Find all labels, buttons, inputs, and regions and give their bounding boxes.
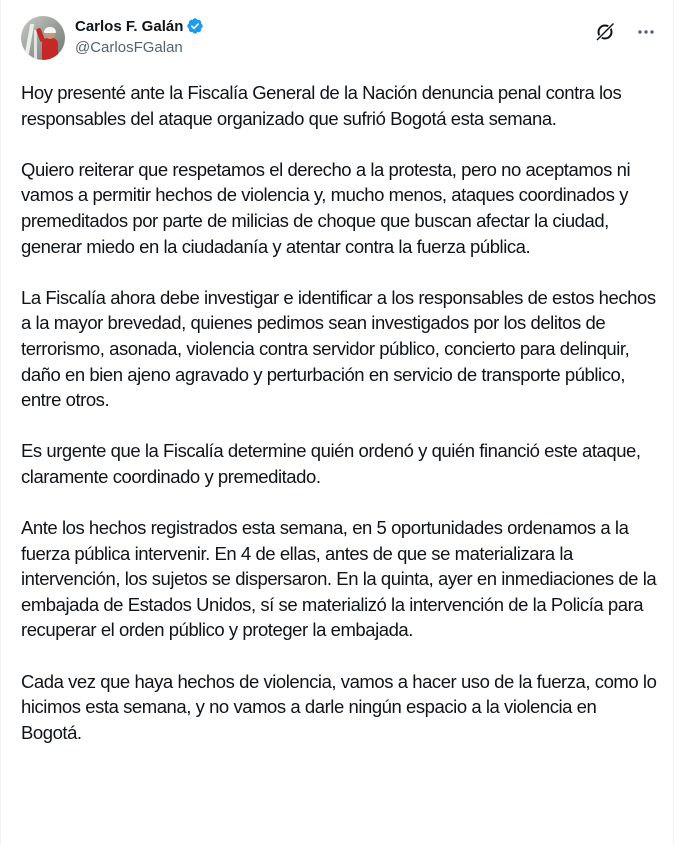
post-header [21, 16, 657, 64]
avatar-photo-detail [42, 38, 58, 60]
author-name-row [75, 17, 204, 35]
post-paragraph: Hoy presenté ante la Fiscalía General de la Nación denuncia penal contra los responsables del ataque organizado que sufrió Bogotá esta semana. [21, 82, 622, 129]
verified-badge-icon [186, 17, 204, 35]
avatar-photo-detail [34, 30, 37, 60]
post-paragraph: Quiero reiterar que respetamos el derecho a la protesta, pero no aceptamos ni vamos a permitir hechos de violencia y, mucho menos, ataques coordinados y premeditados por parte de milicias de choque que buscan afectar la ciudad, generar miedo en la ciudadanía y atentar contra la fuerza pública. [21, 158, 631, 257]
more-options-icon[interactable] [635, 21, 657, 43]
author-name[interactable]: Carlos F. Galán [75, 17, 184, 35]
avatar-photo-detail [24, 24, 34, 60]
avatar-photo-detail [44, 27, 56, 33]
post-paragraph: Es urgente que la Fiscalía determine quién ordenó y quién financió este ataque, claramente coordinado y premeditado. [21, 440, 641, 487]
grok-icon[interactable] [594, 21, 616, 43]
author-handle[interactable]: @CarlosFGalan [75, 39, 183, 56]
post-text [21, 80, 661, 771]
post-paragraph: La Fiscalía ahora debe investigar e identificar a los responsables de estos hechos a la mayor brevedad, quienes pedimos sean investigados por los delitos de terrorismo, asonada, violencia contra servidor público, concierto para delinquir, daño en bien ajeno agravado y perturbación en servicio de transporte público, entre otros. [21, 286, 656, 411]
post-paragraph: Cada vez que haya hechos de violencia, vamos a hacer uso de la fuerza, como lo hicimos esta semana, y no vamos a darle ningún espacio a la violencia en Bogotá. [21, 670, 657, 743]
avatar[interactable] [21, 16, 65, 60]
post-paragraph: Ante los hechos registrados esta semana, en 5 oportunidades ordenamos a la fuerza pública intervenir. En 4 de ellas, antes de que se materializara la intervención, los sujetos se dispersaron. En la quinta, ayer en inmediaciones de la embajada de Estados Unidos, sí se materializó la intervención de la Policía para recuperar el orden público y proteger la embajada. [21, 517, 657, 641]
